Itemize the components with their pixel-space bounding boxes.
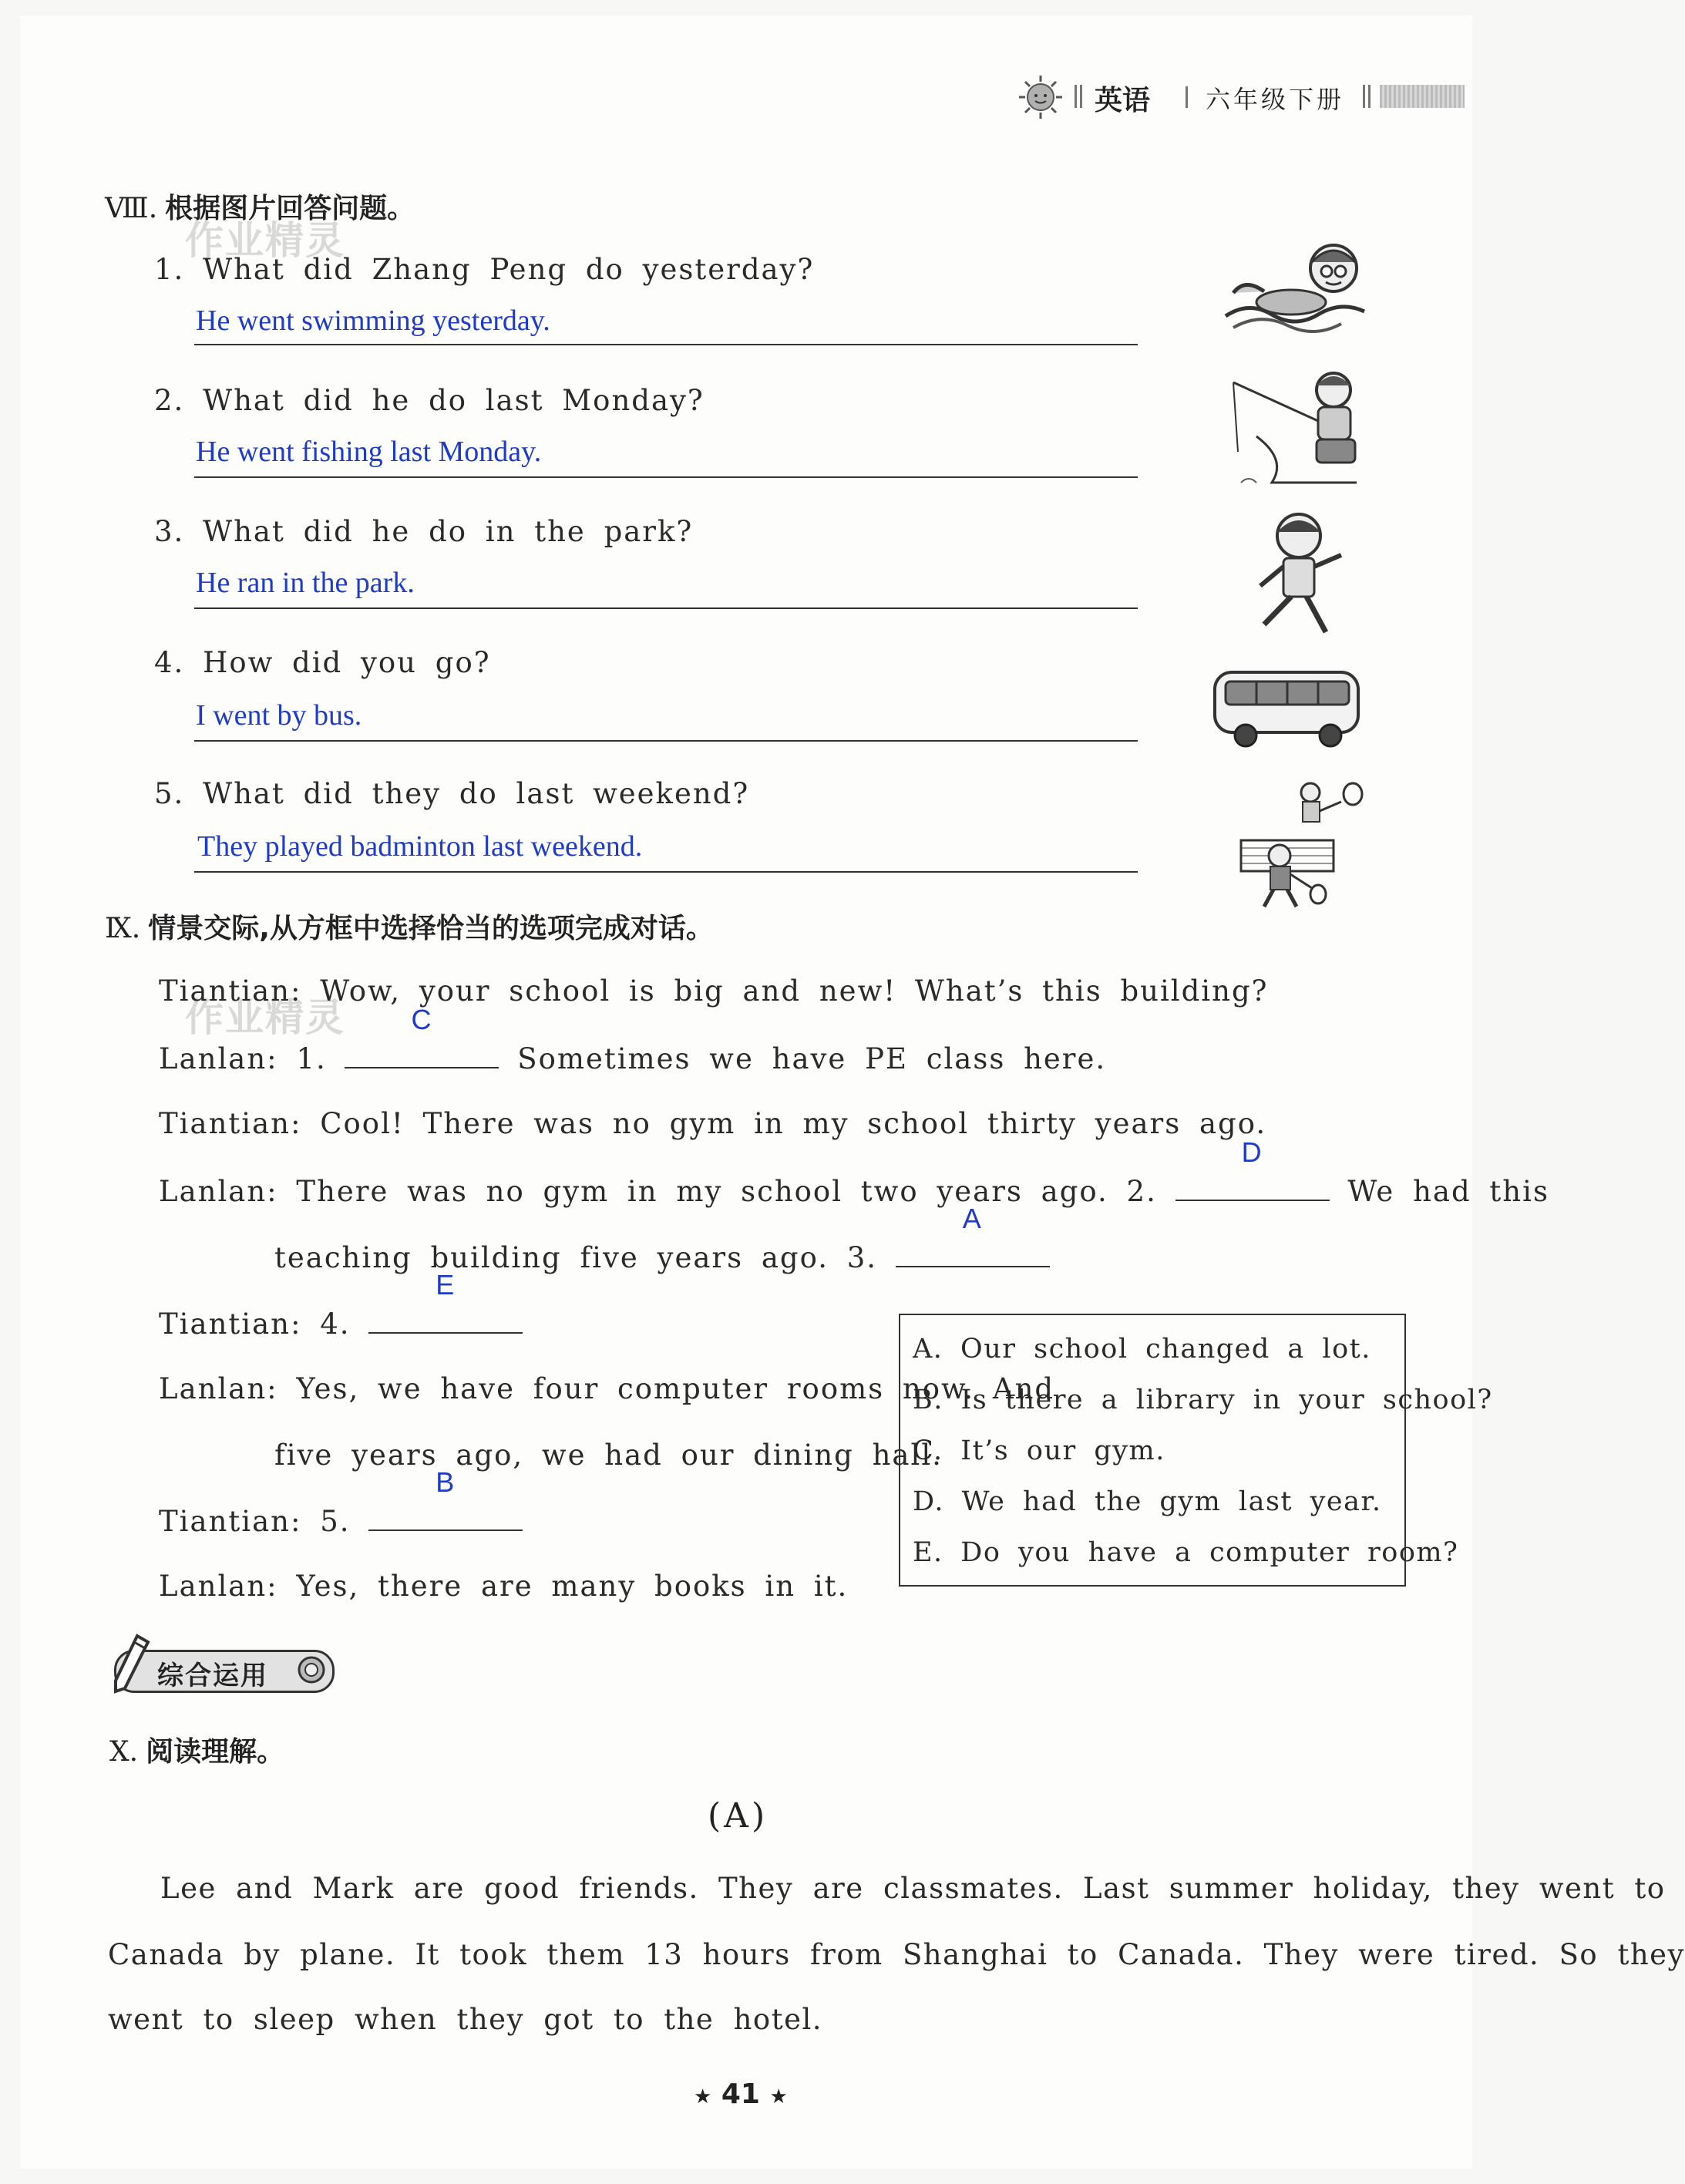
section9-title: 情景交际,从方框中选择恰当的选项完成对话。 [148,913,714,944]
option-e: E. Do you have a computer room? [913,1537,1459,1568]
dialog-line-5a: teaching building five years ago. 3. [274,1241,878,1274]
sun-logo-icon [1017,74,1064,120]
header-divider-3 [1363,85,1365,108]
section10-number: Ⅹ. [109,1736,139,1768]
s8-answer-5: They played badminton last weekend. [197,830,643,863]
dialog-line-9a: Tiantian: 5. [159,1505,351,1538]
s8-answer-line-3 [194,607,1138,609]
header-divider-2 [1186,86,1188,108]
blank-1-answer: C [411,1004,433,1035]
dialog-line-7: Lanlan: Yes, we have four computer rooms now. And [159,1372,1055,1405]
running-boy-icon [1241,509,1357,640]
reading-para-line-2: Canada by plane. It took them 13 hours from Shanghai to Canada. They were tired. So they [108,1938,1685,1971]
blank-4-answer: E [436,1269,456,1301]
watermark-1: 作业精灵 [185,218,345,263]
bus-icon [1210,665,1364,751]
dialog-line-10: Lanlan: Yes, there are many books in it. [159,1570,849,1603]
dialog-line-4 [159,1136,1549,1208]
options-box [899,1314,1493,1587]
zonghe-badge [106,1633,338,1694]
page-number: 41 [721,2078,760,2110]
blank-3[interactable] [896,1203,1050,1267]
dialog-line-1: Tiantian: Wow, your school is big and new! What’s this building? [159,974,1269,1008]
reading-para-line-3: went to sleep when they got to the hotel. [108,2003,823,2036]
watermark-2: 作业精灵 [185,995,345,1040]
s8-answer-line-2 [194,476,1138,478]
dialog-line-3: Tiantian: Cool! There was no gym in my school thirty years ago. [159,1107,1267,1140]
section10-title: 阅读理解。 [146,1736,285,1768]
s8-answer-1: He went swimming yesterday. [196,305,550,337]
s8-answer-line-1 [194,344,1138,345]
section10-heading [109,1730,284,1769]
blank-1[interactable] [345,1004,499,1068]
dialog-line-6a: Tiantian: 4. [159,1307,351,1341]
reading-part-label: (A) [708,1796,769,1836]
blank-4[interactable] [368,1269,523,1334]
s8-answer-2: He went fishing last Monday. [196,436,542,468]
option-a: A. Our school changed a lot. [913,1334,1371,1365]
dialog-line-2b: Sometimes we have PE class here. [517,1042,1107,1075]
s8-question-5: 5. What did they do last weekend? [154,777,750,810]
dialog-line-4b: We had this [1347,1175,1549,1208]
pencil-icon [106,1633,153,1694]
option-c: C. It’s our gym. [913,1435,1165,1466]
header-divider [1075,85,1077,108]
option-d: D. We had the gym last year. [913,1486,1382,1517]
section8-number: Ⅷ. [105,193,158,224]
zonghe-label: 综合运用 [157,1661,268,1691]
s8-answer-line-4 [194,740,1138,742]
dialog-line-9 [159,1466,523,1538]
s8-question-3: 3. What did he do in the park? [154,515,694,548]
header-bar [1017,74,1465,120]
s8-question-1: 1. What did Zhang Peng do yesterday? [154,253,815,286]
section9-heading [105,907,714,946]
blank-2-answer: D [1241,1136,1263,1168]
badminton-players-icon [1226,779,1372,910]
s8-question-4: 4. How did you go? [154,646,491,679]
blank-5-answer: B [436,1466,456,1498]
s8-question-2: 2. What did he do last Monday? [154,384,705,417]
section8-title: 根据图片回答问题。 [165,193,415,224]
header-subject: 英语 [1095,85,1151,116]
header-grade: 六年级下册 [1206,85,1345,114]
star-left-icon: ★ [694,2085,712,2108]
blank-3-answer: A [962,1203,983,1234]
dialog-line-8: five years ago, we had our dining hall. [274,1439,943,1472]
option-b: B. Is there a library in your school? [913,1385,1493,1415]
badge-end-circle-icon [296,1654,327,1685]
swimming-boy-icon [1218,231,1372,339]
section9-number: Ⅸ. [105,913,141,944]
blank-5[interactable] [368,1466,523,1531]
s8-answer-4: I went by bus. [196,699,362,732]
s8-answer-line-5 [194,871,1138,873]
s8-answer-3: He ran in the park. [196,567,415,599]
reading-para-line-1: Lee and Mark are good friends. They are classmates. Last summer holiday, they went to [160,1872,1666,1905]
star-right-icon: ★ [769,2085,788,2108]
dialog-line-4a: Lanlan: There was no gym in my school two years ago. 2. [159,1175,1157,1208]
fishing-boy-icon [1226,367,1372,490]
header-gray-band [1380,85,1465,108]
dialog-line-6 [159,1269,523,1341]
page-number-footer [694,2078,788,2110]
blank-2[interactable] [1175,1136,1330,1201]
dialog-line-2a: Lanlan: 1. [159,1042,327,1075]
